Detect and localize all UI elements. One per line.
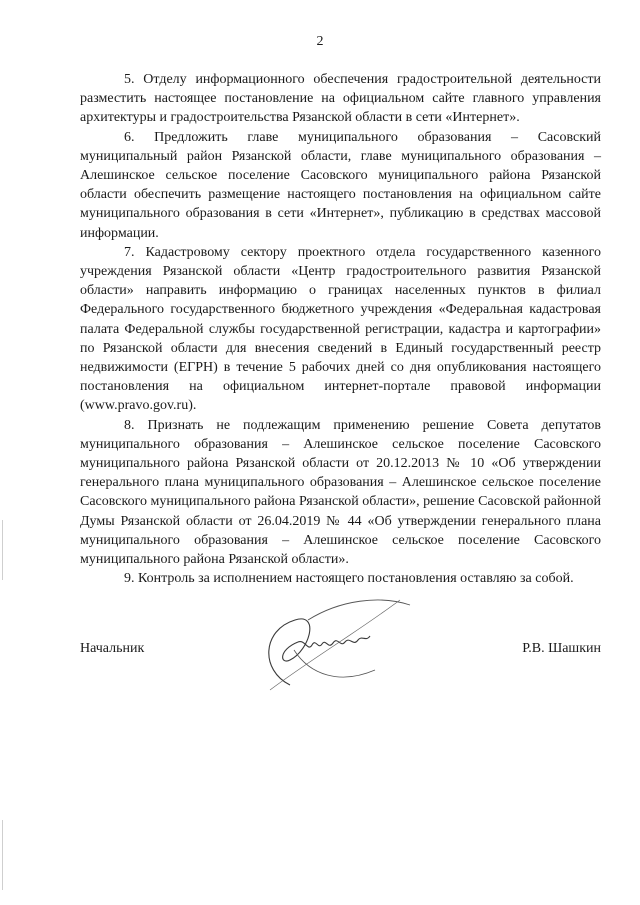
signer-position: Начальник — [80, 641, 145, 656]
scan-edge-artifact — [2, 820, 3, 890]
handwritten-signature — [250, 590, 420, 700]
paragraph-5: 5. Отделу информационного обеспечения градостроительной деятельности разместить настоящее постановление на официальном сайте главного управления архитектуры и градостроительства Рязанской области в сети «Интернет». — [80, 72, 601, 126]
paragraph-9: 9. Контроль за исполнением настоящего постановления оставляю за собой. — [124, 571, 574, 587]
paragraph-7: 7. Кадастровому сектору проектного отдела государственного казенного учреждения Рязанской области «Центр градостроительного развития Рязанской области» направить информацию о границах населенных пунктов в филиал Федерального государственного бюджетного учреждения «Федеральная кадастровая палата Федеральной службы государственной регистрации, кадастра и картографии» по Рязанской области для внесения сведений в Единый государственный реестр недвижимости (ЕГРН) в течение 5 рабочих дней со дня опубликования настоящего постановления на официальном интернет-портале правовой информации (www.pravo.gov.ru). — [80, 244, 601, 414]
page-number: 2 — [316, 34, 324, 49]
scan-edge-artifact — [2, 520, 3, 580]
signer-name: Р.В. Шашкин — [522, 641, 601, 656]
document-body — [80, 70, 601, 588]
paragraph-8: 8. Признать не подлежащим применению решение Совета депутатов муниципального образования – Алешинское сельское поселение Сасовского муниципального района Рязанской области от 20.12.2013 № 10 «Об утверждении генерального плана муниципального образования – Алешинское сельское поселение Сасовского муниципального района Рязанской области», решение Сасовской районной Думы Рязанской области от 26.04.2019 № 44 «Об утверждении генерального плана муниципального образования – Алешинское сельское поселение Сасовского муниципального района Рязанской области». — [80, 417, 601, 568]
paragraph-6: 6. Предложить главе муниципального образования – Сасовский муниципальный район Рязанской области, главе муниципального образования – Алешинское сельское поселение Сасовского муниципального района Рязанской области обеспечить размещение настоящего постановления на официальном сайте муниципального образования в сети «Интернет», публикацию в средствах массовой информации. — [80, 129, 601, 241]
